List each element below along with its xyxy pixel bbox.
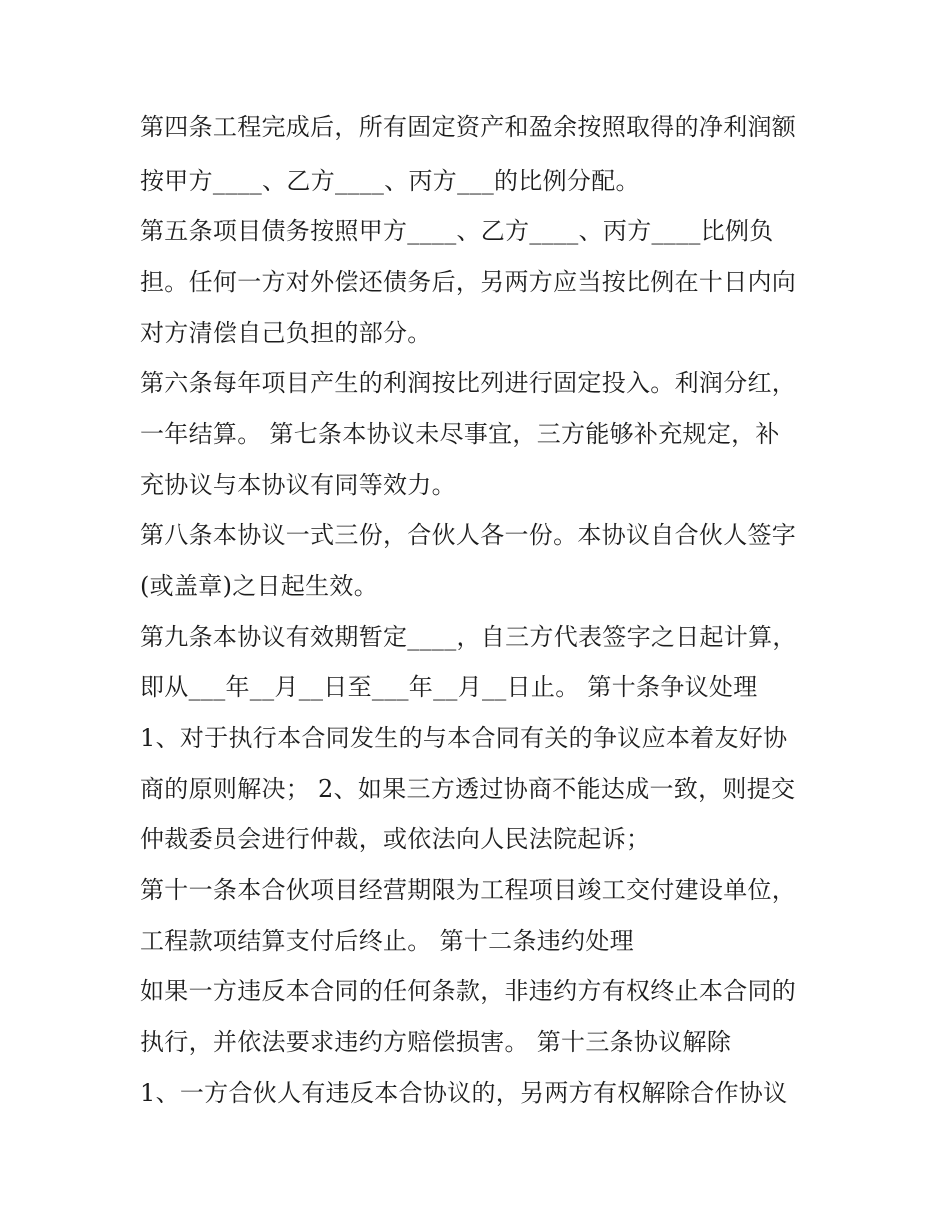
text-line: 工程款项结算支付后终止。 第十二条违约处理: [140, 927, 634, 955]
text-line: 对方清偿自己负担的部分。: [140, 319, 432, 347]
text-line: 第八条本协议一式三份，合伙人各一份。本协议自合伙人签字: [140, 521, 797, 549]
text-line: 如果一方违反本合同的任何条款，非违约方有权终止本合同的: [140, 977, 797, 1005]
text-line: 第六条每年项目产生的利润按比列进行固定投入。利润分红，: [140, 369, 797, 397]
text-line: 担。任何一方对外偿还债务后，另两方应当按比例在十日内向: [140, 268, 797, 296]
text-line: 1、一方合伙人有违反本合协议的，另两方有权解除合作协议: [140, 1079, 788, 1107]
text-line: (或盖章)之日起生效。: [140, 572, 379, 600]
text-line: 第十一条本合伙项目经营期限为工程项目竣工交付建设单位，: [140, 876, 797, 904]
text-line: 第九条本协议有效期暂定____，自三方代表签字之日起计算，: [140, 623, 797, 651]
text-line: 充协议与本协议有同等效力。: [140, 471, 456, 499]
text-line: 即从___年__月__日至___年__月__日止。 第十条争议处理: [140, 673, 758, 701]
text-line: 1、对于执行本合同发生的与本合同有关的争议应本着友好协: [140, 724, 788, 752]
text-line: 一年结算。 第七条本协议未尽事宜，三方能够补充规定，补: [140, 420, 780, 448]
text-line: 按甲方____、乙方____、丙方___的比例分配。: [140, 167, 640, 195]
text-line: 第五条项目债务按照甲方____、乙方____、丙方____比例负: [140, 217, 774, 245]
text-line: 商的原则解决； 2、如果三方透过协商不能达成一致，则提交: [140, 775, 796, 803]
text-line: 执行，并依法要求违约方赔偿损害。 第十三条协议解除: [140, 1028, 732, 1056]
text-line: 第四条工程完成后，所有固定资产和盈余按照取得的净利润额: [140, 113, 797, 141]
text-line: 仲裁委员会进行仲裁，或依法向人民法院起诉；: [140, 825, 651, 853]
